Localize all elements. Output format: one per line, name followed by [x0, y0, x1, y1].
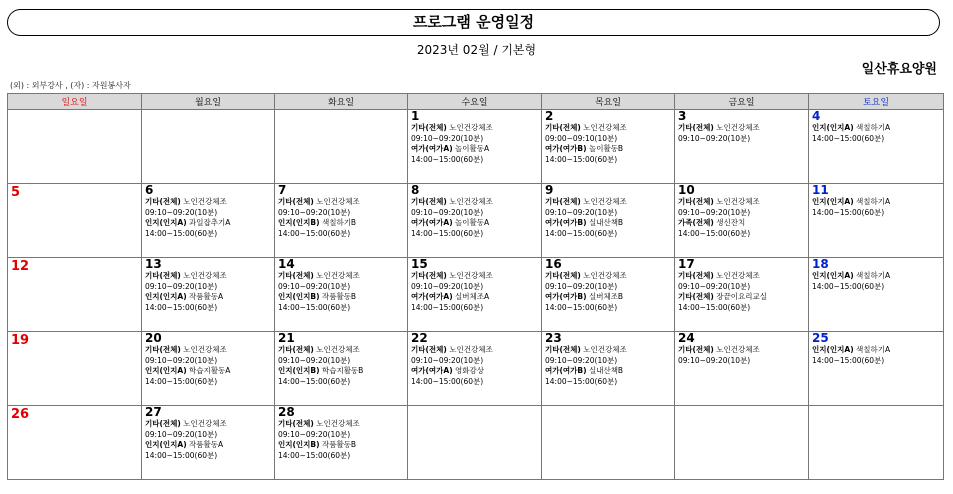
calendar-week-row [8, 406, 944, 480]
program-time: 09:10~09:20(10분) [678, 207, 751, 217]
day-number: 9 [545, 183, 554, 197]
calendar-day-cell [675, 258, 809, 332]
day-number: 12 [11, 259, 30, 274]
day-number: 15 [411, 257, 428, 271]
program-time: 09:10~09:20(10분) [678, 281, 751, 291]
calendar-day-cell [142, 184, 275, 258]
program-time: 09:10~09:20(10분) [145, 207, 218, 217]
program-entry [278, 197, 407, 218]
program-category: 기타(전체) [278, 419, 314, 428]
program-category: 인지(인지A) [145, 440, 187, 450]
program-time: 14:00~15:00(60분) [145, 228, 218, 238]
program-entry [545, 366, 674, 387]
day-number: 17 [678, 257, 695, 271]
program-entry [278, 366, 407, 387]
program-category: 여가(여가B) [545, 292, 587, 302]
program-name: 색칠하기A [856, 197, 891, 206]
program-time: 09:10~09:20(10분) [278, 207, 351, 217]
program-name: 실내산책B [588, 366, 624, 376]
program-name: 노인건강체조 [316, 419, 360, 428]
program-category: 여가(여가B) [545, 366, 587, 376]
program-category: 인지(인지A) [812, 345, 854, 354]
program-time: 14:00~15:00(60분) [278, 302, 351, 312]
calendar-day-cell [408, 184, 542, 258]
program-time: 14:00~15:00(60분) [678, 302, 751, 312]
program-category: 인지(인지B) [278, 218, 320, 228]
program-name: 노인건강체조 [583, 123, 627, 132]
calendar-day-cell [809, 332, 944, 406]
program-time: 09:10~09:20(10분) [545, 207, 618, 217]
day-number: 14 [278, 257, 295, 271]
program-category: 기타(전체) [411, 345, 447, 354]
program-name: 작품활동B [321, 292, 357, 302]
day-number: 8 [411, 183, 420, 197]
program-time: 14:00~15:00(60분) [545, 376, 618, 386]
program-entry [278, 440, 407, 461]
weekday-header-fri: 금요일 [675, 94, 809, 110]
program-entry [411, 271, 541, 292]
program-name: 색칠하기A [856, 123, 891, 132]
program-time: 14:00~15:00(60분) [145, 376, 218, 386]
day-number: 1 [411, 109, 420, 123]
calendar-day-cell [142, 258, 275, 332]
calendar-week-row [8, 110, 944, 184]
program-name: 놀이활동A [455, 144, 490, 154]
calendar-day-cell [675, 406, 809, 480]
program-entry [145, 419, 274, 440]
program-category: 기타(전체) [411, 123, 447, 132]
program-name: 노인건강체조 [449, 271, 493, 280]
program-name: 생신잔치 [716, 218, 746, 228]
program-time: 09:10~09:20(10분) [145, 429, 218, 439]
program-entry [145, 197, 274, 218]
program-name: 노인건강체조 [716, 271, 760, 280]
program-entry [278, 218, 407, 239]
program-name: 장끝이요리교실 [716, 292, 767, 302]
calendar-week-row [8, 258, 944, 332]
day-number: 27 [145, 405, 162, 419]
program-entry [812, 197, 943, 218]
calendar-day-cell [275, 184, 408, 258]
program-time: 09:10~09:20(10분) [278, 355, 351, 365]
calendar-day-cell [275, 406, 408, 480]
program-category: 인지(인지A) [812, 197, 854, 206]
program-category: 인지(인지A) [812, 123, 854, 132]
program-category: 인지(인지A) [145, 218, 187, 228]
program-entry [411, 218, 541, 239]
program-entry [145, 271, 274, 292]
calendar-day-cell [675, 332, 809, 406]
program-time: 14:00~15:00(60분) [278, 228, 351, 238]
program-time: 09:10~09:20(10분) [411, 281, 484, 291]
program-entry [145, 218, 274, 239]
calendar-day-cell [275, 110, 408, 184]
program-entry [145, 292, 274, 313]
program-name: 영화감상 [455, 366, 485, 376]
calendar-day-cell [142, 406, 275, 480]
program-entry [411, 345, 541, 366]
calendar-day-cell [542, 110, 675, 184]
program-name: 작품활동A [189, 440, 224, 450]
day-number: 21 [278, 331, 295, 345]
program-time: 14:00~15:00(60분) [545, 302, 618, 312]
weekday-header-tue: 화요일 [275, 94, 408, 110]
program-entry [278, 345, 407, 366]
program-time: 14:00~15:00(60분) [545, 228, 618, 238]
program-entry [278, 419, 407, 440]
program-name: 노인건강체조 [716, 123, 760, 132]
program-entry [678, 292, 808, 313]
program-entry [812, 271, 943, 292]
program-time: 14:00~15:00(60분) [145, 302, 218, 312]
program-entry [812, 123, 943, 144]
program-entry [545, 144, 674, 165]
calendar-day-cell [8, 406, 142, 480]
program-entry [678, 345, 808, 366]
program-name: 노인건강체조 [316, 345, 360, 354]
calendar-day-cell [809, 406, 944, 480]
day-number: 25 [812, 331, 829, 345]
program-category: 기타(전체) [411, 271, 447, 280]
calendar-day-cell [8, 110, 142, 184]
program-name: 노인건강체조 [449, 345, 493, 354]
program-time: 09:10~09:20(10분) [678, 133, 751, 143]
program-category: 인지(인지A) [812, 271, 854, 280]
program-name: 노인건강체조 [583, 197, 627, 206]
program-time: 09:10~09:20(10분) [545, 281, 618, 291]
program-entry [278, 292, 407, 313]
program-category: 기타(전체) [678, 345, 714, 354]
calendar-day-cell [542, 258, 675, 332]
program-entry [812, 345, 943, 366]
program-time: 09:10~09:20(10분) [145, 355, 218, 365]
program-category: 여가(여가B) [545, 144, 587, 154]
calendar-day-cell [809, 258, 944, 332]
program-time: 09:10~09:20(10분) [411, 133, 484, 143]
program-name: 과일잡추기A [189, 218, 231, 228]
program-category: 기타(전체) [145, 197, 181, 206]
calendar-day-cell [408, 110, 542, 184]
day-number: 4 [812, 109, 821, 123]
program-name: 노인건강체조 [316, 197, 360, 206]
day-number: 2 [545, 109, 554, 123]
program-time: 09:10~09:20(10분) [278, 429, 351, 439]
program-entry [545, 345, 674, 366]
program-time: 09:10~09:20(10분) [278, 281, 351, 291]
program-category: 인지(인지B) [278, 440, 320, 450]
program-name: 놀이활동B [588, 144, 624, 154]
calendar-day-cell [8, 258, 142, 332]
program-time: 09:10~09:20(10분) [411, 355, 484, 365]
program-entry [678, 218, 808, 239]
program-entry [678, 197, 808, 218]
program-name: 놀이활동A [455, 218, 490, 228]
program-entry [545, 292, 674, 313]
program-category: 기타(전체) [678, 123, 714, 132]
program-name: 색칠하기A [856, 345, 891, 354]
calendar-day-cell [8, 184, 142, 258]
day-number: 28 [278, 405, 295, 419]
program-entry [545, 123, 674, 144]
day-number: 16 [545, 257, 562, 271]
day-number: 11 [812, 183, 829, 197]
legend-note: (외) : 외부강사 , (자) : 자원봉사자 [10, 81, 131, 90]
program-category: 기타(전체) [545, 123, 581, 132]
calendar-day-cell [542, 184, 675, 258]
calendar-day-cell [542, 406, 675, 480]
program-name: 학습지활동B [321, 366, 364, 376]
calendar-week-row [8, 184, 944, 258]
program-name: 노인건강체조 [716, 197, 760, 206]
program-name: 노인건강체조 [183, 419, 227, 428]
program-time: 14:00~15:00(60분) [278, 450, 351, 460]
program-name: 노인건강체조 [449, 197, 493, 206]
day-number: 10 [678, 183, 695, 197]
calendar-day-cell [675, 110, 809, 184]
program-time: 14:00~15:00(60분) [678, 228, 751, 238]
program-category: 기타(전체) [145, 345, 181, 354]
program-category: 기타(전체) [411, 197, 447, 206]
program-entry [545, 218, 674, 239]
day-number: 26 [11, 407, 30, 422]
program-time: 14:00~15:00(60분) [411, 376, 484, 386]
program-category: 기타(전체) [678, 271, 714, 280]
program-name: 노인건강체조 [316, 271, 360, 280]
program-name: 노인건강체조 [449, 123, 493, 132]
program-time: 14:00~15:00(60분) [278, 376, 351, 386]
program-entry [545, 197, 674, 218]
program-entry [678, 123, 808, 144]
program-entry [545, 271, 674, 292]
day-number: 13 [145, 257, 162, 271]
calendar-day-cell [809, 110, 944, 184]
program-name: 실버체조A [455, 292, 490, 302]
program-name: 실내산책B [588, 218, 624, 228]
day-number: 7 [278, 183, 287, 197]
program-time: 14:00~15:00(60분) [411, 154, 484, 164]
program-entry [278, 271, 407, 292]
program-time: 14:00~15:00(60분) [545, 154, 618, 164]
program-time: 14:00~15:00(60분) [812, 281, 885, 291]
calendar-day-cell [675, 184, 809, 258]
program-name: 학습지활동A [189, 366, 231, 376]
program-name: 색칠하기A [856, 271, 891, 280]
calendar-day-cell [408, 406, 542, 480]
program-category: 여가(여가A) [411, 144, 453, 154]
program-entry [145, 440, 274, 461]
facility-name: 일산휴요양원 [861, 62, 937, 77]
program-time: 09:10~09:20(10분) [678, 355, 751, 365]
day-number: 22 [411, 331, 428, 345]
program-category: 여가(여가A) [411, 218, 453, 228]
program-name: 노인건강체조 [183, 197, 227, 206]
calendar-day-cell [542, 332, 675, 406]
program-time: 09:10~09:20(10분) [411, 207, 484, 217]
program-time: 14:00~15:00(60분) [812, 355, 885, 365]
calendar-body [8, 110, 944, 480]
day-number: 5 [11, 185, 21, 200]
weekday-header-sat: 토요일 [809, 94, 944, 110]
program-time: 09:00~09:10(10분) [545, 133, 618, 143]
program-name: 노인건강체조 [583, 271, 627, 280]
day-number: 20 [145, 331, 162, 345]
program-category: 가족(전체) [678, 218, 714, 228]
program-entry [411, 366, 541, 387]
calendar-week-row [8, 332, 944, 406]
program-name: 작품활동B [321, 440, 357, 450]
program-name: 노인건강체조 [583, 345, 627, 354]
program-entry [411, 197, 541, 218]
program-time: 14:00~15:00(60분) [411, 228, 484, 238]
calendar-table [7, 93, 944, 480]
calendar-day-cell [275, 258, 408, 332]
program-category: 여가(여가A) [411, 366, 453, 376]
calendar-day-cell [275, 332, 408, 406]
program-category: 여가(여가A) [411, 292, 453, 302]
program-time: 09:10~09:20(10분) [545, 355, 618, 365]
program-category: 기타(전체) [678, 197, 714, 206]
program-name: 노인건강체조 [716, 345, 760, 354]
calendar-day-cell [142, 110, 275, 184]
program-entry [145, 345, 274, 366]
program-category: 기타(전체) [278, 197, 314, 206]
program-time: 14:00~15:00(60분) [145, 450, 218, 460]
day-number: 19 [11, 333, 30, 348]
program-category: 기타(전체) [545, 271, 581, 280]
day-number: 24 [678, 331, 695, 345]
program-category: 기타(전체) [145, 271, 181, 280]
program-category: 기타(전체) [145, 419, 181, 428]
program-name: 노인건강체조 [183, 345, 227, 354]
program-category: 인지(인지B) [278, 366, 320, 376]
calendar-day-cell [809, 184, 944, 258]
program-entry [411, 292, 541, 313]
program-category: 기타(전체) [545, 345, 581, 354]
weekday-header-mon: 월요일 [142, 94, 275, 110]
program-time: 09:10~09:20(10분) [145, 281, 218, 291]
schedule-subtitle: 2023년 02월 / 기본형 [416, 43, 537, 57]
program-category: 인지(인지A) [145, 366, 187, 376]
program-category: 기타(전체) [545, 197, 581, 206]
program-category: 여가(여가B) [545, 218, 587, 228]
calendar-day-cell [408, 258, 542, 332]
page-title: 프로그램 운영일정 [7, 9, 940, 36]
day-number: 6 [145, 183, 154, 197]
program-category: 기타(전체) [278, 271, 314, 280]
program-name: 색칠하기B [321, 218, 357, 228]
program-time: 14:00~15:00(60분) [812, 133, 885, 143]
program-entry [678, 271, 808, 292]
calendar-day-cell [8, 332, 142, 406]
day-number: 23 [545, 331, 562, 345]
program-name: 노인건강체조 [183, 271, 227, 280]
day-number: 3 [678, 109, 687, 123]
day-number: 18 [812, 257, 829, 271]
program-entry [411, 123, 541, 144]
program-time: 14:00~15:00(60분) [812, 207, 885, 217]
weekday-header-sun: 일요일 [8, 94, 142, 110]
program-category: 기타(전체) [278, 345, 314, 354]
program-name: 작품활동A [189, 292, 224, 302]
program-name: 실버체조B [588, 292, 624, 302]
weekday-header-wed: 수요일 [408, 94, 542, 110]
program-category: 인지(인지B) [278, 292, 320, 302]
calendar-day-cell [142, 332, 275, 406]
program-category: 인지(인지A) [145, 292, 187, 302]
program-entry [145, 366, 274, 387]
program-category: 기타(전체) [678, 292, 714, 302]
weekday-header-row [8, 94, 944, 110]
calendar-day-cell [408, 332, 542, 406]
program-entry [411, 144, 541, 165]
program-time: 14:00~15:00(60분) [411, 302, 484, 312]
weekday-header-thu: 목요일 [542, 94, 675, 110]
